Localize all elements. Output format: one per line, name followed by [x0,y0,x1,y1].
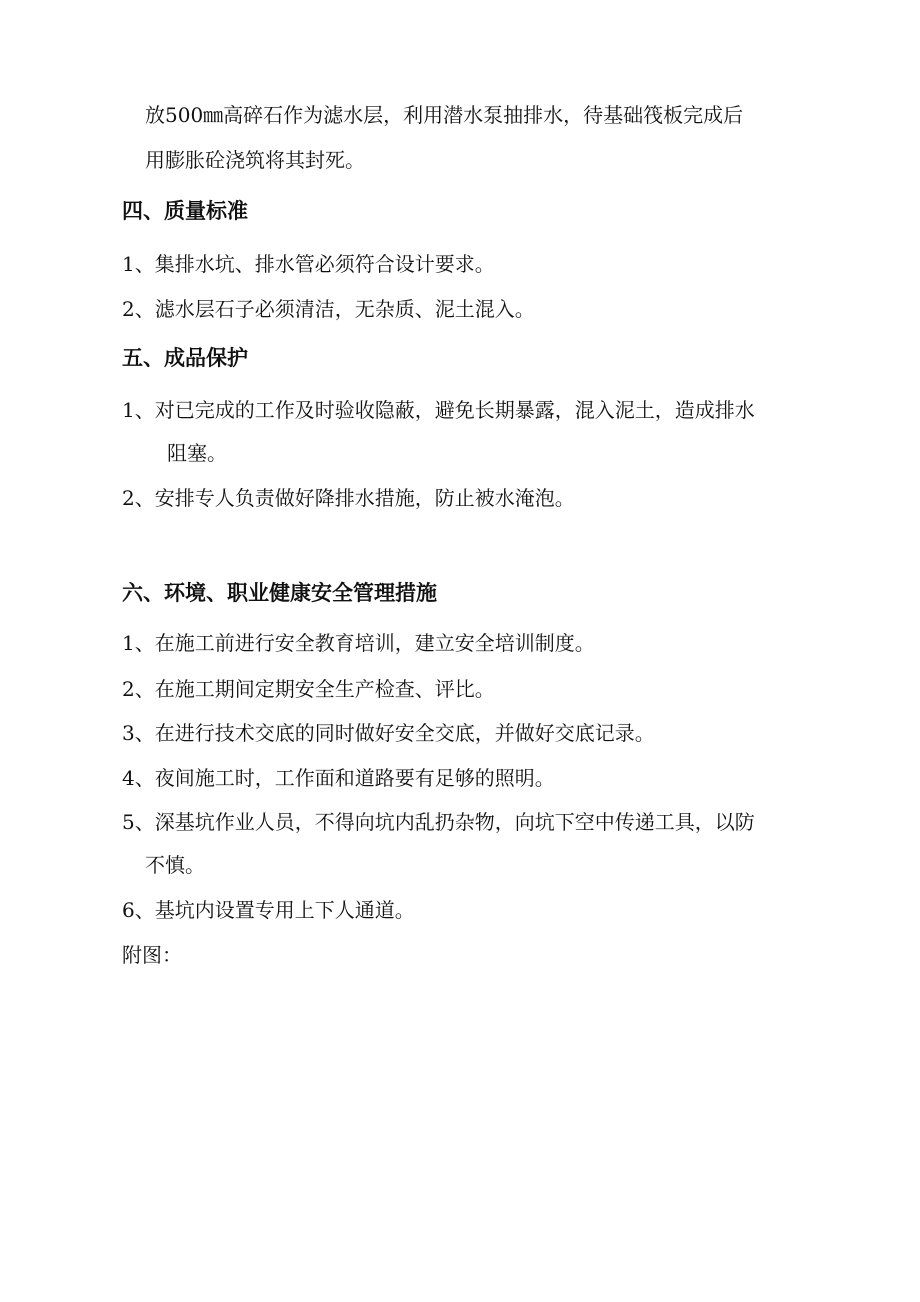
intro-line-2: 用膨胀砼浇筑将其封死。 [145,148,365,172]
intro-line-1: 放500㎜高碎石作为滤水层，利用潜水泵抽排水，待基础筏板完成后 [145,103,744,127]
appendix-label: 附图： [122,943,182,967]
section-5-item-1-line-1: 1、对已完成的工作及时验收隐蔽，避免长期暴露，混入泥土，造成排水 [122,398,755,422]
section-5-item-1-line-2: 阻塞。 [167,441,227,465]
section-6-item-5-line-1: 5、深基坑作业人员，不得向坑内乱扔杂物，向坑下空中传递工具，以防 [122,810,755,834]
section-6-item-5-line-2: 不慎。 [145,853,205,877]
section-6-item-4: 4、夜间施工时，工作面和道路要有足够的照明。 [122,766,555,790]
section-4-item-2: 2、滤水层石子必须清洁，无杂质、泥土混入。 [122,297,535,321]
section-6-heading: 六、环境、职业健康安全管理措施 [122,581,437,605]
section-4-heading: 四、质量标准 [122,199,248,223]
section-6-item-1: 1、在施工前进行安全教育培训，建立安全培训制度。 [122,631,595,655]
section-6-item-6: 6、基坑内设置专用上下人通道。 [122,898,415,922]
section-6-item-2: 2、在施工期间定期安全生产检查、评比。 [122,677,495,701]
section-4-item-1: 1、集排水坑、排水管必须符合设计要求。 [122,252,495,276]
section-5-heading: 五、成品保护 [122,346,248,370]
section-6-item-3: 3、在进行技术交底的同时做好安全交底，并做好交底记录。 [122,721,655,745]
section-5-item-2: 2、安排专人负责做好降排水措施，防止被水淹泡。 [122,486,575,510]
